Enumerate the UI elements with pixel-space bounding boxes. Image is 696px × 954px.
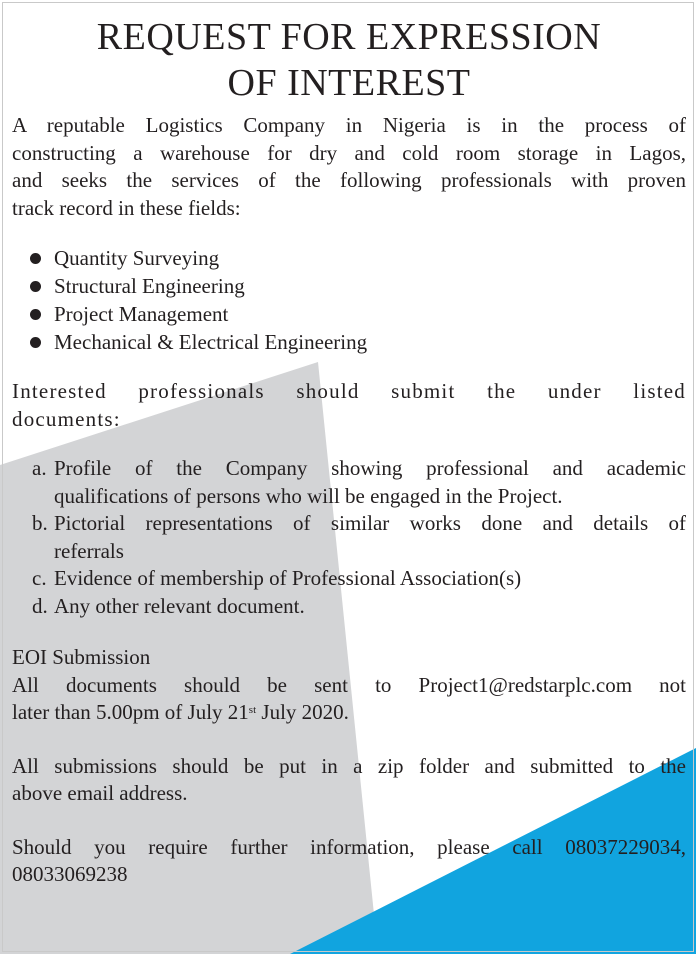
field-label: Mechanical & Electrical Engineering	[54, 330, 368, 354]
documents-intro-line: Interested professionals should submit the under listed	[12, 379, 686, 403]
document-line: Profile of the Company showing professional and academic	[54, 456, 686, 480]
bullet-icon	[30, 337, 41, 348]
document-line: referrals	[54, 538, 124, 563]
submission-heading: EOI Submission	[12, 645, 151, 669]
contact-phone-line: 08033069238	[12, 862, 128, 886]
intro-line: constructing a warehouse for dry and cold room storage in Lagos,	[12, 140, 686, 165]
list-marker: d.	[32, 593, 48, 618]
title-line-1: REQUEST FOR EXPRESSION	[96, 16, 602, 58]
document-line: Pictorial representations of similar works done and details of	[54, 511, 686, 535]
document-line: qualifications of persons who will be engaged in the Project.	[54, 483, 563, 508]
list-marker: c.	[32, 566, 47, 590]
zip-instruction	[12, 753, 686, 808]
deadline-ordinal: st	[248, 704, 257, 716]
document-line: Evidence of membership of Professional Association(s)	[54, 566, 522, 590]
deadline-text-end: July 2020.	[256, 700, 349, 724]
bullet-icon	[30, 253, 41, 264]
list-item	[12, 565, 686, 593]
deadline-text: later than 5.00pm of July 21	[12, 700, 249, 724]
list-item	[12, 244, 686, 272]
list-item	[12, 455, 686, 510]
contact-line: Should you require further information, please call 08037229034,	[12, 834, 686, 859]
documents-intro	[12, 378, 686, 433]
list-item	[12, 328, 686, 356]
submission-email-line: All documents should be sent to Project1@redstarplc.com not	[12, 672, 686, 697]
contact-info	[12, 834, 686, 889]
list-item	[12, 593, 686, 621]
documents-intro-line: documents:	[12, 406, 121, 431]
advert-content	[12, 0, 686, 889]
intro-line: and seeks the services of the following professionals with proven	[12, 168, 686, 192]
field-label: Project Management	[54, 302, 229, 326]
list-item	[12, 300, 686, 328]
intro-line: track record in these fields:	[12, 195, 241, 220]
list-marker: a.	[32, 456, 47, 480]
list-marker: b.	[32, 511, 48, 535]
bullet-icon	[30, 281, 41, 292]
zip-line: All submissions should be put in a zip folder and submitted to the	[12, 753, 686, 778]
list-item	[12, 272, 686, 300]
zip-line: above email address.	[12, 781, 188, 805]
field-label: Quantity Surveying	[54, 246, 220, 270]
intro-line: A reputable Logistics Company in Nigeria is in the process of	[12, 113, 686, 137]
title-line-2: OF INTEREST	[227, 62, 471, 104]
list-item	[12, 510, 686, 565]
page-title	[12, 14, 686, 106]
professional-fields-list	[12, 244, 686, 356]
required-documents-list	[12, 455, 686, 620]
intro-paragraph	[12, 112, 686, 222]
field-label: Structural Engineering	[54, 274, 245, 298]
document-line: Any other relevant document.	[54, 593, 305, 618]
bullet-icon	[30, 309, 41, 320]
submission-deadline-line	[12, 699, 686, 727]
